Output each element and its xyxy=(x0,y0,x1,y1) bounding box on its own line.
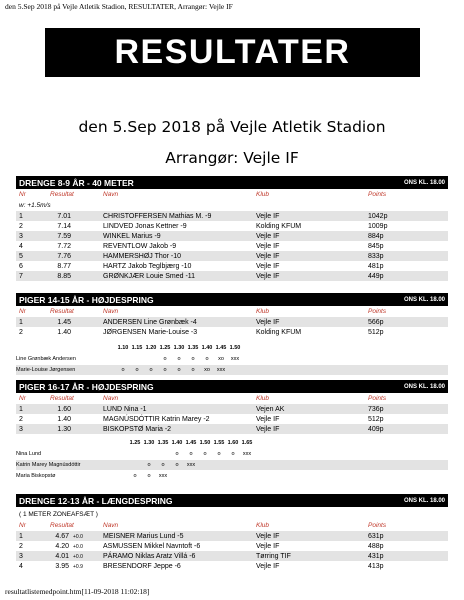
table-cell: o xyxy=(175,462,179,468)
table-cell: LUND Nina -1 xyxy=(103,405,147,413)
table-cell: 1.65 xyxy=(241,440,253,446)
table-cell: 6 xyxy=(19,262,23,270)
table-cell: Line Grønbæk Andersen xyxy=(16,356,76,362)
table-cell: +0.9 xyxy=(73,564,83,570)
table-cell: Points xyxy=(368,308,387,315)
table-cell: 1.45 xyxy=(57,318,71,326)
table-cell: Vejle IF xyxy=(256,252,280,260)
table-cell: 1 xyxy=(19,318,23,326)
result-row xyxy=(16,261,448,271)
table-cell: 449p xyxy=(368,272,384,280)
table-cell: 1.15 xyxy=(131,345,143,351)
table-cell: 1.40 xyxy=(171,440,183,446)
result-row xyxy=(16,271,448,281)
table-cell: 1.45 xyxy=(185,440,197,446)
table-cell: 1 xyxy=(19,405,23,413)
table-cell: 409p xyxy=(368,425,384,433)
table-cell: Nr xyxy=(19,395,26,402)
print-footer: resultatlistemedpoint.htm[11-09-2018 11:02:18] xyxy=(5,587,150,596)
table-cell: 1.10 xyxy=(117,345,129,351)
table-cell: LINDVED Jonas Kettner -9 xyxy=(103,222,187,230)
table-cell: 1.30 xyxy=(143,440,155,446)
table-cell: 1.35 xyxy=(157,440,169,446)
column-headers xyxy=(16,189,448,200)
col-name: Navn xyxy=(103,191,119,198)
table-cell: Resultat xyxy=(50,395,74,402)
table-cell: 2 xyxy=(19,542,23,550)
table-cell: 488p xyxy=(368,542,384,550)
result-row xyxy=(16,404,448,414)
attempts-row xyxy=(16,354,448,364)
event-title: PIGER 16-17 ÅR - HØJDESPRING xyxy=(19,381,154,392)
table-cell: CHRISTOFFERSEN Mathias M. -9 xyxy=(103,212,212,220)
table-cell: 4.20 xyxy=(55,542,69,550)
table-cell: BISKOPSTØ Maria -2 xyxy=(103,425,172,433)
table-cell: 7.72 xyxy=(57,242,71,250)
table-cell: 631p xyxy=(368,532,384,540)
table-cell: 1.25 xyxy=(159,345,171,351)
table-cell: 1 xyxy=(19,532,23,540)
table-cell: 833p xyxy=(368,252,384,260)
table-cell: Resultat xyxy=(50,308,74,315)
table-cell: ASMUSSEN Mikkel Navntoft -6 xyxy=(103,542,201,550)
results-banner: RESULTATER xyxy=(45,28,420,77)
table-cell: o xyxy=(149,367,153,373)
table-cell: WINKEL Marius -9 xyxy=(103,232,161,240)
table-cell: 7.01 xyxy=(57,212,71,220)
table-cell: 4.01 xyxy=(55,552,69,560)
table-cell: o xyxy=(147,462,151,468)
table-cell: 2 xyxy=(19,415,23,423)
result-row xyxy=(16,424,448,434)
table-cell: 1.25 xyxy=(129,440,141,446)
event-section-piger-14-15-hoejde xyxy=(16,293,448,375)
table-cell: 7.14 xyxy=(57,222,71,230)
result-row xyxy=(16,414,448,424)
table-cell: 566p xyxy=(368,318,384,326)
table-cell: o xyxy=(177,367,181,373)
table-cell: Klub xyxy=(256,395,270,402)
table-cell: Resultat xyxy=(50,522,74,529)
event-section-drenge-12-13-laengde xyxy=(16,494,448,571)
table-cell: 1.45 xyxy=(215,345,227,351)
table-cell: o xyxy=(189,451,193,457)
table-cell: MAGNÚSDÓTTIR Katrin Marey -2 xyxy=(103,415,210,423)
event-header xyxy=(16,293,448,306)
table-cell: Vejle IF xyxy=(256,425,280,433)
attempts-row xyxy=(16,449,448,459)
table-cell: xxx xyxy=(186,462,196,468)
table-cell: o xyxy=(231,451,235,457)
table-cell: o xyxy=(147,473,151,479)
result-row xyxy=(16,551,448,561)
attempts-row xyxy=(16,460,448,470)
table-cell: 736p xyxy=(368,405,384,413)
result-row xyxy=(16,531,448,541)
table-cell: Katrin Marey Magnúsdóttir xyxy=(16,462,81,468)
table-cell: Vejle IF xyxy=(256,542,280,550)
table-cell: w: +1.5m/s xyxy=(19,202,51,209)
table-cell: ( 1 METER ZONEAFSÆT ) xyxy=(19,511,98,518)
table-cell: 1.60 xyxy=(57,405,71,413)
table-cell: Navn xyxy=(103,522,119,529)
table-cell: Klub xyxy=(256,308,270,315)
table-cell: Klub xyxy=(256,522,270,529)
table-cell: 3 xyxy=(19,425,23,433)
table-cell: 512p xyxy=(368,328,384,336)
event-time: ONS KL. 18.00 xyxy=(403,179,445,186)
print-header: den 5.Sep 2018 på Vejle Atletik Stadion, RESULTATER, Arrangør: Vejle IF xyxy=(5,2,233,11)
table-cell: 1.30 xyxy=(173,345,185,351)
table-cell: 1.40 xyxy=(57,328,71,336)
table-cell: xxx xyxy=(242,451,252,457)
event-title: PIGER 14-15 ÅR - HØJDESPRING xyxy=(19,294,154,305)
col-points: Points xyxy=(368,191,387,198)
table-cell: 481p xyxy=(368,262,384,270)
event-header xyxy=(16,176,448,189)
result-row xyxy=(16,317,448,327)
table-cell: xo xyxy=(218,356,224,362)
table-cell: 7.59 xyxy=(57,232,71,240)
table-cell: JØRGENSEN Marie-Louise -3 xyxy=(103,328,198,336)
table-cell: o xyxy=(135,367,139,373)
table-cell: 1009p xyxy=(368,222,388,230)
table-cell: o xyxy=(163,356,167,362)
column-headers xyxy=(16,393,448,404)
table-cell: 1.40 xyxy=(57,415,71,423)
table-cell: o xyxy=(203,451,207,457)
col-nr: Nr xyxy=(19,191,26,198)
column-headers xyxy=(16,520,448,531)
table-cell: REVENTLOW Jakob -9 xyxy=(103,242,177,250)
result-row xyxy=(16,541,448,551)
height-header-row xyxy=(16,438,448,449)
result-row xyxy=(16,561,448,571)
table-cell: 845p xyxy=(368,242,384,250)
table-cell: 1042p xyxy=(368,212,388,220)
table-cell: 884p xyxy=(368,232,384,240)
table-cell: 1.30 xyxy=(57,425,71,433)
table-cell: xxx xyxy=(216,367,226,373)
table-cell: BRESENDORF Jeppe -6 xyxy=(103,562,181,570)
event-time: ONS KL. 18.00 xyxy=(403,296,445,303)
table-cell: 3 xyxy=(19,552,23,560)
result-row xyxy=(16,231,448,241)
col-result: Resultat xyxy=(50,191,74,198)
table-cell: Kolding KFUM xyxy=(256,328,302,336)
table-cell: 4 xyxy=(19,562,23,570)
table-cell: o xyxy=(161,462,165,468)
column-headers xyxy=(16,306,448,317)
table-cell: Vejle IF xyxy=(256,272,280,280)
table-cell: o xyxy=(191,367,195,373)
zone-note xyxy=(16,507,448,520)
table-cell: ANDERSEN Line Grønbæk -4 xyxy=(103,318,197,326)
table-cell: +0.0 xyxy=(73,534,83,540)
table-cell: xo xyxy=(204,367,210,373)
event-time: ONS KL. 18.00 xyxy=(403,383,445,390)
table-cell: 2 xyxy=(19,328,23,336)
table-cell: o xyxy=(133,473,137,479)
wind-note xyxy=(16,200,448,211)
organizer-heading: Arrangør: Vejle IF xyxy=(165,149,299,167)
event-section-piger-16-17-hoejde xyxy=(16,380,448,481)
table-cell: PÁRAMO Niklas Aratz Villá -6 xyxy=(103,552,196,560)
result-row xyxy=(16,327,448,337)
result-row xyxy=(16,241,448,251)
event-title: DRENGE 8-9 ÅR - 40 METER xyxy=(19,177,134,188)
table-cell: HARTZ Jakob Teglbjærg -10 xyxy=(103,262,192,270)
table-cell: +0.0 xyxy=(73,544,83,550)
table-cell: 1.40 xyxy=(201,345,213,351)
table-cell: Kolding KFUM xyxy=(256,222,302,230)
table-cell: Vejle IF xyxy=(256,242,280,250)
table-cell: HAMMERSHØJ Thor -10 xyxy=(103,252,182,260)
table-cell: Vejle IF xyxy=(256,532,280,540)
table-cell: Vejle IF xyxy=(256,562,280,570)
table-cell: Vejen AK xyxy=(256,405,285,413)
table-cell: 1.35 xyxy=(187,345,199,351)
table-cell: MEISNER Marius Lund -5 xyxy=(103,532,184,540)
attempts-row xyxy=(16,471,448,481)
result-row xyxy=(16,221,448,231)
table-cell: o xyxy=(163,367,167,373)
table-cell: 7.76 xyxy=(57,252,71,260)
table-cell: xxx xyxy=(230,356,240,362)
table-cell: 2 xyxy=(19,222,23,230)
table-cell: 1.55 xyxy=(213,440,225,446)
event-time: ONS KL. 18.00 xyxy=(403,497,445,504)
table-cell: o xyxy=(217,451,221,457)
table-cell: +0.0 xyxy=(73,554,83,560)
table-cell: o xyxy=(205,356,209,362)
table-cell: 1.20 xyxy=(145,345,157,351)
table-cell: Vejle IF xyxy=(256,415,280,423)
event-section-drenge-8-9-40m xyxy=(16,176,448,281)
result-row xyxy=(16,251,448,261)
table-cell: 7 xyxy=(19,272,23,280)
table-cell: Nr xyxy=(19,522,26,529)
result-row xyxy=(16,211,448,221)
table-cell: Nina Lund xyxy=(16,451,42,457)
table-cell: Nr xyxy=(19,308,26,315)
event-title: DRENGE 12-13 ÅR - LÆNGDESPRING xyxy=(19,495,173,506)
table-cell: Vejle IF xyxy=(256,232,280,240)
table-cell: Vejle IF xyxy=(256,262,280,270)
table-cell: Marie-Louise Jørgensen xyxy=(16,367,76,373)
table-cell: 4.67 xyxy=(55,532,69,540)
table-cell: 1.60 xyxy=(227,440,239,446)
table-cell: 8.85 xyxy=(57,272,71,280)
table-cell: 4 xyxy=(19,242,23,250)
table-cell: GRØNKJÆR Louie Smed -11 xyxy=(103,272,196,280)
table-cell: 3 xyxy=(19,232,23,240)
venue-heading: den 5.Sep 2018 på Vejle Atletik Stadion xyxy=(78,118,386,136)
table-cell: 5 xyxy=(19,252,23,260)
table-cell: o xyxy=(177,356,181,362)
height-header-row xyxy=(16,343,448,354)
table-cell: xxx xyxy=(158,473,168,479)
table-cell: o xyxy=(191,356,195,362)
table-cell: Maria Biskopstø xyxy=(16,473,56,479)
event-header xyxy=(16,494,448,507)
table-cell: Navn xyxy=(103,308,119,315)
attempts-row xyxy=(16,365,448,375)
table-cell: Vejle IF xyxy=(256,318,280,326)
table-cell: 1 xyxy=(19,212,23,220)
table-cell: 8.77 xyxy=(57,262,71,270)
event-header xyxy=(16,380,448,393)
table-cell: 3.95 xyxy=(55,562,69,570)
table-cell: Points xyxy=(368,522,387,529)
col-club: Klub xyxy=(256,191,270,198)
table-cell: 1.50 xyxy=(229,345,241,351)
table-cell: Vejle IF xyxy=(256,212,280,220)
table-cell: Navn xyxy=(103,395,119,402)
table-cell: 431p xyxy=(368,552,384,560)
table-cell: o xyxy=(121,367,125,373)
table-cell: Tørring TIF xyxy=(256,552,291,560)
table-cell: o xyxy=(175,451,179,457)
table-cell: 512p xyxy=(368,415,384,423)
table-cell: 413p xyxy=(368,562,384,570)
table-cell: 1.50 xyxy=(199,440,211,446)
table-cell: Points xyxy=(368,395,387,402)
